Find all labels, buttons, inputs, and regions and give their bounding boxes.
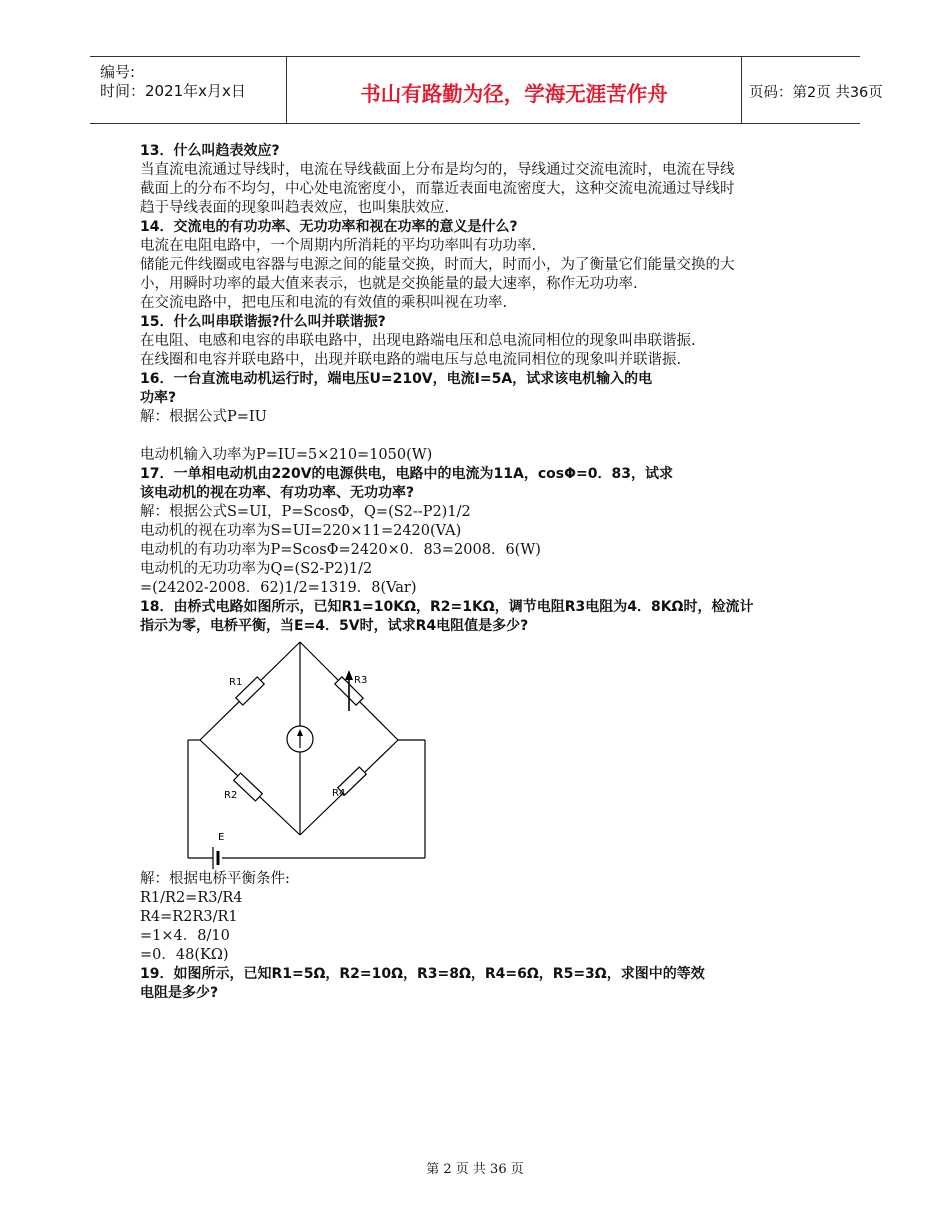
page-info: 页码：第2页 共36页: [749, 85, 883, 101]
text-line: 电动机输入功率为P=IU=5×210=1050(W): [140, 447, 433, 463]
label-r3: R3: [354, 675, 368, 686]
text-line: 在交流电路中，把电压和电流的有效值的乘积叫视在功率.: [140, 295, 508, 311]
time-label: 时间：2021年x月x日: [100, 82, 246, 100]
text-line: [140, 427, 820, 446]
text-line: 在线圈和电容并联电路中，出现并联电路的端电压与总电流同相位的现象叫并联谐振.: [140, 352, 682, 368]
text-line: R1/R2=R3/R4: [140, 890, 243, 906]
question-line: 18．由桥式电路如图所示，已知R1=10KΩ，R2=1KΩ，调节电阻R3电阻为4．8KΩ时，检流计: [140, 599, 754, 615]
text-line: =1×4．8/10: [140, 928, 230, 944]
label-r4: R4: [332, 788, 346, 799]
motto-text: 书山有路勤为径，学海无涯苦作舟: [360, 82, 668, 106]
document-body-after-figure: [140, 870, 820, 1003]
question-line: 指示为零，电桥平衡，当E=4．5V时，试求R4电阻值是多少?: [140, 618, 529, 634]
text-line: 解：根据公式P=IU: [140, 409, 267, 425]
resistor-r2: [234, 773, 263, 801]
question-line: 16．一台直流电动机运行时，端电压U=210V，电流I=5A，试求该电机输入的电: [140, 371, 653, 387]
text-line: 截面上的分布不均匀，中心处电流密度小，而靠近表面电流密度大，这种交流电流通过导线时: [140, 181, 735, 197]
page-footer: 第 2 页 共 36 页: [426, 1162, 524, 1177]
text-line: 在电阻、电感和电容的串联电路中，出现电路端电压和总电流同相位的现象叫串联谐振.: [140, 333, 696, 349]
text-line: 小，用瞬时功率的最大值来表示，也就是交换能量的最大速率，称作无功功率.: [140, 276, 638, 292]
question-line: 15．什么叫串联谐振?什么叫并联谐振?: [140, 314, 386, 330]
galvanometer-arrow-head: [297, 729, 303, 736]
text-line: =0．48(KΩ): [140, 947, 229, 963]
question-line: 功率?: [140, 390, 177, 406]
header-right-cell: [741, 57, 883, 123]
text-line: 储能元件线圈或电容器与电源之间的能量交换，时而大，时而小，为了衡量它们能量交换的大: [140, 257, 735, 273]
label-r2: R2: [224, 790, 238, 801]
bridge-circuit-svg: [180, 640, 440, 870]
page-header: [90, 56, 883, 124]
header-middle-cell: [286, 57, 742, 123]
header-left-cell: [90, 57, 286, 123]
text-line: 电动机的有功功率为P=ScosΦ=2420×0．83=2008．6(W): [140, 542, 541, 558]
text-line: 电流在电阻电路中，一个周期内所消耗的平均功率叫有功功率.: [140, 238, 537, 254]
text-line: =(24202-2008．62)1/2=1319．8(Var): [140, 580, 417, 596]
label-e: E: [218, 832, 225, 843]
question-line: 13．什么叫趋表效应?: [140, 143, 280, 159]
document-body: [140, 142, 820, 636]
question-line: 该电动机的视在功率、有功功率、无功功率?: [140, 485, 415, 501]
bridge-circuit-diagram: [180, 640, 440, 870]
number-label: 编号:: [100, 63, 136, 81]
question-line: 14．交流电的有功功率、无功功率和视在功率的意义是什么?: [140, 219, 518, 235]
text-line: 解：根据电桥平衡条件:: [140, 871, 290, 887]
text-line: 解：根据公式S=UI，P=ScosΦ，Q=(S2--P2)1/2: [140, 504, 471, 520]
text-line: 当直流电流通过导线时，电流在导线截面上分布是均匀的，导线通过交流电流时，电流在导线: [140, 162, 735, 178]
question-line: 19．如图所示，已知R1=5Ω，R2=10Ω，R3=8Ω，R4=6Ω，R5=3Ω，求图中的等效: [140, 966, 705, 982]
text-line: 电动机的视在功率为S=UI=220×11=2420(VA): [140, 523, 462, 539]
question-line: 电阻是多少?: [140, 985, 219, 1001]
question-line: 17．一单相电动机由220V的电源供电，电路中的电流为11A，cosΦ=0．83，试求: [140, 466, 673, 482]
label-r1: R1: [229, 677, 243, 688]
text-line: 趋于导线表面的现象叫趋表效应，也叫集肤效应.: [140, 200, 450, 216]
text-line: R4=R2R3/R1: [140, 909, 238, 925]
text-line: 电动机的无功功率为Q=(S2-P2)1/2: [140, 561, 373, 577]
r3-arrow-head: [345, 670, 353, 680]
